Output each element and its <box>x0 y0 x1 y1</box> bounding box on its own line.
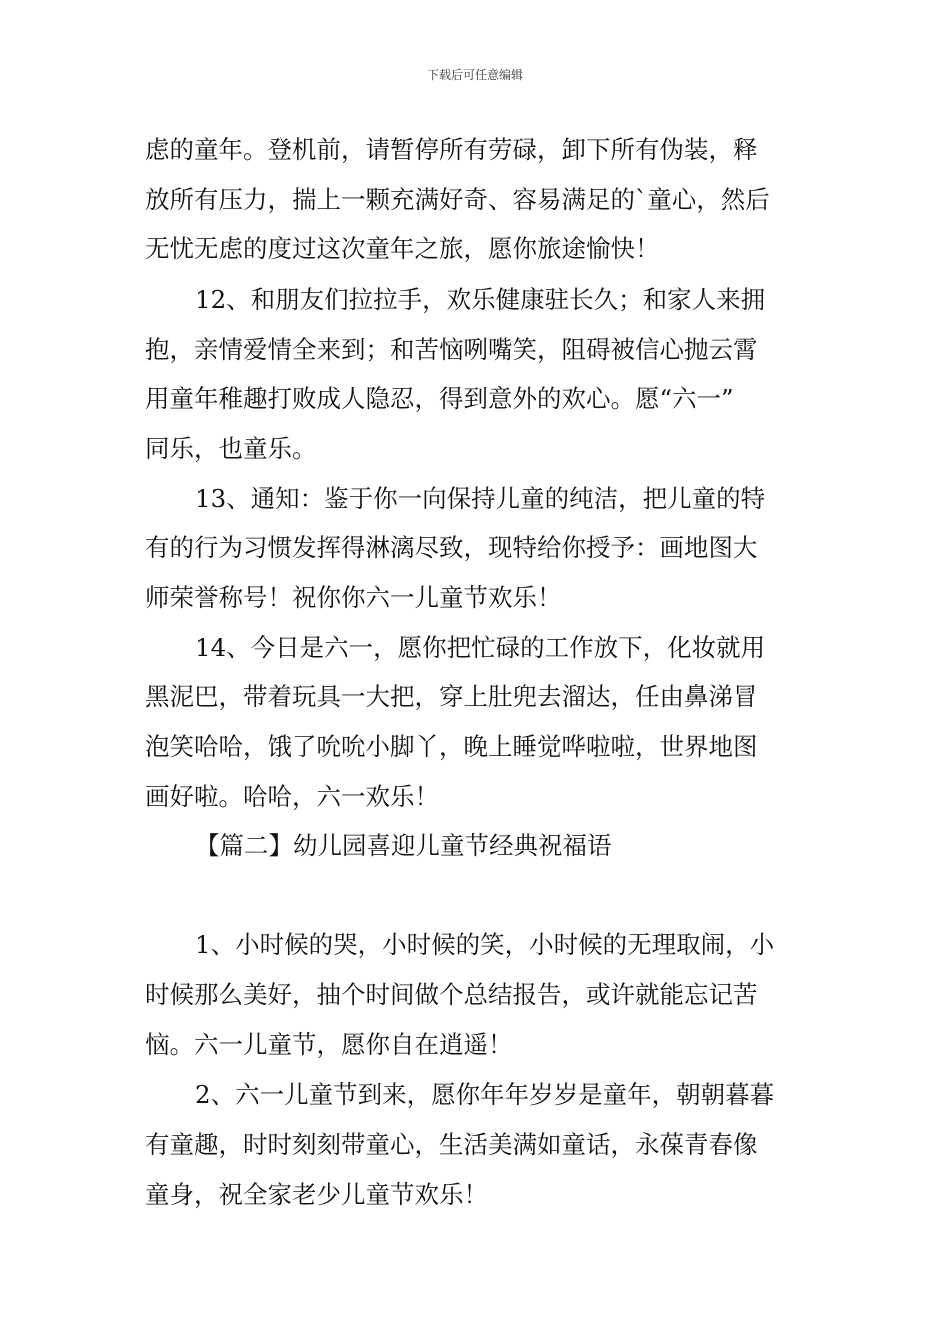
text-line: 画好啦。哈哈，六一欢乐！ <box>145 782 439 811</box>
text-line: 师荣誉称号！祝你你六一儿童节欢乐！ <box>145 583 562 612</box>
paragraph-first-line: 14、今日是六一，愿你把忙碌的工作放下，化妆就用 <box>195 633 766 662</box>
text-line: 抱，亲情爱情全来到；和苦恼咧嘴笑，阻碍被信心抛云霄 <box>145 335 758 364</box>
text-line: 恼。六一儿童节，愿你自在逍遥！ <box>145 1030 513 1059</box>
text-line: 黑泥巴，带着玩具一大把，穿上肚兜去溜达，任由鼻涕冒 <box>145 682 758 711</box>
text-line: 无忧无虑的度过这次童年之旅，愿你旅途愉快！ <box>145 234 660 263</box>
paragraph-first-line: 1、小时候的哭，小时候的笑，小时候的无理取闹，小 <box>195 930 775 959</box>
text-line: 放所有压力，揣上一颗充满好奇、容易满足的`童心，然后 <box>145 185 770 214</box>
paragraph-first-line: 12、和朋友们拉拉手，欢乐健康驻长久；和家人来拥 <box>195 285 766 314</box>
section-heading: 【篇二】幼儿园喜迎儿童节经典祝福语 <box>195 831 612 860</box>
text-line: 泡笑哈哈，饿了吮吮小脚丫，晚上睡觉哗啦啦，世界地图 <box>145 732 758 761</box>
text-line: 有童趣，时时刻刻带童心，生活美满如童话，永葆青春像 <box>145 1130 758 1159</box>
text-line: 虑的童年。登机前，请暂停所有劳碌，卸下所有伪装，释 <box>145 135 758 164</box>
paragraph-first-line: 2、六一儿童节到来，愿你年年岁岁是童年，朝朝暮暮 <box>195 1080 775 1109</box>
text-line: 同乐，也童乐。 <box>145 434 317 463</box>
text-line: 用童年稚趣打败成人隐忍，得到意外的欢心。愿“六一” <box>145 384 734 413</box>
text-line: 时候那么美好，抽个时间做个总结报告，或许就能忘记苦 <box>145 980 758 1009</box>
text-line: 有的行为习惯发挥得淋漓尽致，现特给你授予：画地图大 <box>145 533 758 562</box>
paragraph-first-line: 13、通知：鉴于你一向保持儿童的纯洁，把儿童的特 <box>195 484 766 513</box>
page-header: 下载后可任意编辑 <box>426 68 523 82</box>
text-line: 童身，祝全家老少儿童节欢乐！ <box>145 1180 488 1209</box>
